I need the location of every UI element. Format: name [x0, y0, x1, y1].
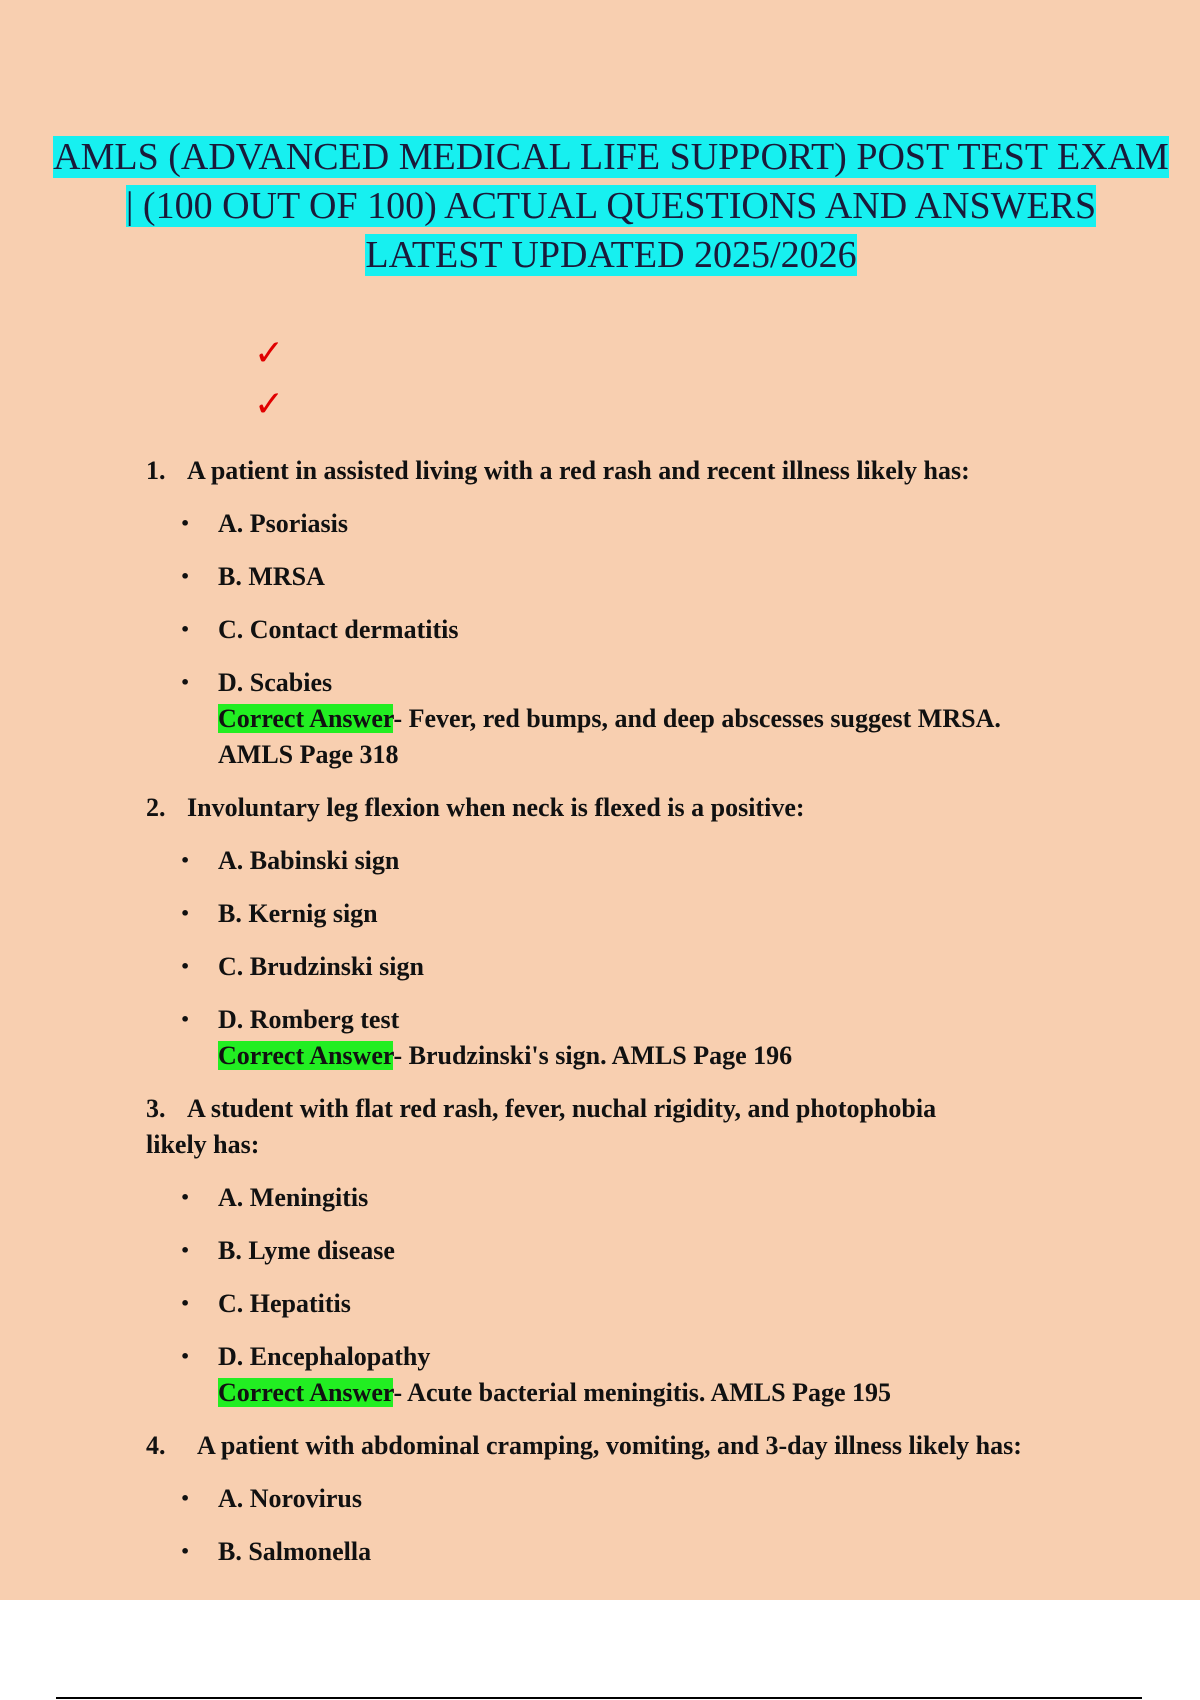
option-item — [146, 1339, 1146, 1375]
option-item — [146, 843, 1146, 879]
question-number: 1. — [146, 456, 166, 485]
correct-answer — [146, 1375, 1146, 1411]
correct-answer-text: - Fever, red bumps, and deep abscesses suggest MRSA. — [393, 704, 1001, 733]
question-text: A patient in assisted living with a red rash and recent illness likely has: — [187, 456, 970, 485]
option-list — [146, 843, 1146, 1038]
option-item — [146, 949, 1146, 985]
correct-answer — [146, 1038, 1146, 1074]
option-label: D. Encephalopathy — [218, 1342, 431, 1371]
option-label: D. Romberg test — [218, 1005, 400, 1034]
option-item — [146, 896, 1146, 932]
title-line-1: AMLS (ADVANCED MEDICAL LIFE SUPPORT) POST TEST EXAM — [53, 136, 1169, 178]
option-list — [146, 506, 1146, 701]
bullet-icon: • — [180, 957, 191, 976]
question-1 — [146, 453, 1146, 773]
correct-answer-label: Correct Answer — [218, 1378, 394, 1407]
title-line-2: | (100 OUT OF 100) ACTUAL QUESTIONS AND ANSWERS — [125, 185, 1097, 227]
option-label: B. Lyme disease — [218, 1236, 395, 1265]
bullet-icon: • — [180, 1489, 191, 1508]
option-label: A. Babinski sign — [218, 846, 400, 875]
option-item — [146, 1233, 1146, 1269]
option-item — [146, 665, 1146, 701]
question-stem — [146, 453, 1146, 489]
option-item — [146, 1180, 1146, 1216]
bullet-icon: • — [180, 1294, 191, 1313]
option-label: C. Brudzinski sign — [218, 952, 424, 981]
bullet-icon: • — [180, 1542, 191, 1561]
question-text: Involuntary leg flexion when neck is flexed is a positive: — [187, 793, 805, 822]
bullet-icon: • — [180, 514, 191, 533]
bullet-icon: • — [180, 1188, 191, 1207]
option-label: C. Hepatitis — [218, 1289, 351, 1318]
bullet-icon: • — [180, 904, 191, 923]
question-stem — [146, 1091, 1146, 1163]
question-list — [146, 453, 1146, 1587]
question-2 — [146, 790, 1146, 1074]
option-item — [146, 1002, 1146, 1038]
option-label: A. Norovirus — [218, 1484, 362, 1513]
option-label: B. Kernig sign — [218, 899, 378, 928]
correct-answer-label: Correct Answer — [218, 1041, 394, 1070]
option-label: A. Meningitis — [218, 1183, 369, 1212]
option-item — [146, 612, 1146, 648]
option-list — [146, 1481, 1146, 1570]
question-number: 3. — [146, 1094, 166, 1123]
option-list — [146, 1180, 1146, 1375]
bullet-icon: • — [180, 620, 191, 639]
question-text-continued: likely has: — [146, 1130, 260, 1159]
bullet-icon: • — [180, 1010, 191, 1029]
option-label: D. Scabies — [218, 668, 333, 697]
correct-answer-label: Correct Answer — [218, 704, 394, 733]
question-number: 4. — [146, 1431, 166, 1460]
checkmark-icon: ✓ — [254, 333, 285, 374]
title-line-3: LATEST UPDATED 2025/2026 — [365, 234, 857, 276]
bullet-icon: • — [180, 851, 191, 870]
option-label: C. Contact dermatitis — [218, 615, 459, 644]
option-item — [146, 1534, 1146, 1570]
bullet-icon: • — [180, 673, 191, 692]
option-item — [146, 1481, 1146, 1517]
bullet-icon: • — [180, 1347, 191, 1366]
question-3 — [146, 1091, 1146, 1411]
question-text: A patient with abdominal cramping, vomiting, and 3-day illness likely has: — [197, 1431, 1022, 1460]
correct-answer-text: - Acute bacterial meningitis. AMLS Page 195 — [393, 1378, 891, 1407]
correct-answer-text: - Brudzinski's sign. AMLS Page 196 — [393, 1041, 793, 1070]
checkmark-group — [254, 334, 294, 436]
question-stem — [146, 790, 1146, 826]
footer-rule — [56, 1697, 1142, 1699]
document-title — [0, 133, 1200, 280]
option-item — [146, 1286, 1146, 1322]
correct-answer-reference: AMLS Page 318 — [218, 740, 399, 769]
bullet-icon: • — [180, 567, 191, 586]
option-item — [146, 506, 1146, 542]
option-item — [146, 559, 1146, 595]
option-label: B. MRSA — [218, 562, 325, 591]
option-label: B. Salmonella — [218, 1537, 372, 1566]
checkmark-icon: ✓ — [254, 384, 285, 425]
question-number: 2. — [146, 793, 166, 822]
option-label: A. Psoriasis — [218, 509, 348, 538]
bullet-icon: • — [180, 1241, 191, 1260]
question-text: A student with flat red rash, fever, nuchal rigidity, and photophobia — [187, 1094, 937, 1123]
correct-answer — [146, 701, 1146, 773]
question-4 — [146, 1428, 1146, 1570]
question-stem — [146, 1428, 1146, 1464]
